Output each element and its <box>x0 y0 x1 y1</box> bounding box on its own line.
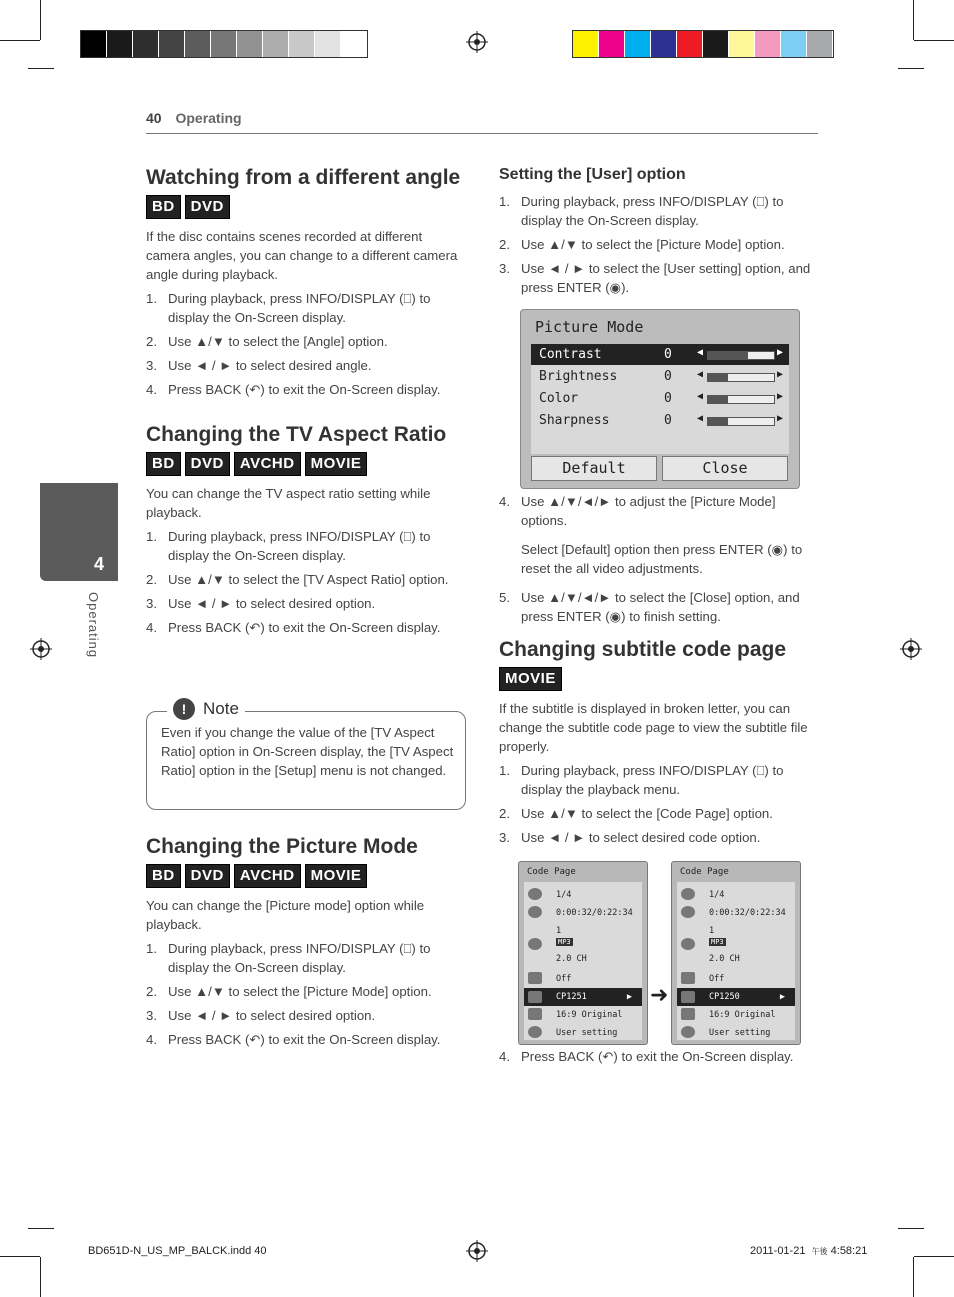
note-text: Even if you change the value of the [TV Aspect Ratio] option in On-Screen display, the [TV Aspect Ratio] option in the [Setup] menu is not changed. <box>161 725 454 778</box>
list-item: 4. Press BACK (↶) to exit the On-Screen display. <box>499 1049 794 1064</box>
color-swatch <box>341 31 367 57</box>
disc-icon <box>528 888 542 900</box>
angle-heading: Watching from a different angle <box>146 166 461 189</box>
setting-row[interactable]: Brightness 0 ◀ ▶ <box>539 369 784 384</box>
user-heading: Setting the [User] option <box>499 166 686 183</box>
aspect-heading: Changing the TV Aspect Ratio <box>146 423 447 446</box>
color-swatch <box>263 31 289 57</box>
user-section <box>499 166 817 302</box>
grayscale-color-bar <box>80 30 368 58</box>
subtitle-icon <box>681 972 695 984</box>
list-item: 2. Use ▲/▼ to select the [TV Aspect Ratio] option. <box>146 572 449 587</box>
arrow-left-icon[interactable]: ◀ <box>697 369 704 380</box>
process-color-bar <box>572 30 834 58</box>
list-item: 3. Use ◄ / ► to select desired option. <box>146 596 376 611</box>
crop-mark <box>898 1228 924 1229</box>
list-item: 1. During playback, press INFO/DISPLAY (⎕) to display the On-Screen display. <box>146 291 431 325</box>
subtitle-intro: If the subtitle is displayed in broken letter, you can change the subtitle code page to view the subtitle file properly. <box>499 701 808 754</box>
color-swatch <box>185 31 211 57</box>
list-item: 2. Use ▲/▼ to select the [Picture Mode] option. <box>146 984 432 999</box>
picture-icon <box>681 1026 695 1038</box>
disc-badge: DVD <box>185 864 230 888</box>
crop-mark <box>0 40 40 41</box>
screen-title: Picture Mode <box>535 318 644 336</box>
list-item: 1. During playback, press INFO/DISPLAY (⎕) to display the On-Screen display. <box>499 194 784 228</box>
list-item: 3. Use ◄ / ► to select the [User setting] option, and press ENTER (◉). <box>499 261 811 295</box>
arrow-left-icon[interactable]: ◀ <box>697 347 704 358</box>
list-item: 4. Use ▲/▼/◄/► to adjust the [Picture Mode] options. <box>499 494 776 528</box>
list-item: 2. Use ▲/▼ to select the [Angle] option. <box>146 334 388 349</box>
aspect-badges <box>146 452 464 476</box>
color-swatch <box>807 31 833 57</box>
setting-row[interactable]: Sharpness 0 ◀ ▶ <box>539 413 784 428</box>
registration-mark-icon <box>466 1240 488 1262</box>
disc-badge: AVCHD <box>234 452 301 476</box>
subtitle-icon <box>528 972 542 984</box>
crop-mark <box>898 68 924 69</box>
angle-intro: If the disc contains scenes recorded at different camera angles, you can change to a different camera angle during playback. <box>146 229 458 282</box>
list-item: 3. Use ◄ / ► to select desired code option. <box>499 830 761 845</box>
color-swatch <box>133 31 159 57</box>
footer-file: BD651D-N_US_MP_BALCK.indd 40 <box>88 1245 267 1257</box>
disc-badge: MOVIE <box>499 667 562 691</box>
setting-row[interactable]: Color 0 ◀ ▶ <box>539 391 784 406</box>
arrow-left-icon[interactable]: ◀ <box>697 391 704 402</box>
crop-mark <box>913 0 914 40</box>
clock-icon <box>528 906 542 918</box>
clock-icon <box>681 906 695 918</box>
color-swatch <box>781 31 807 57</box>
arrow-right-icon[interactable]: ▶ <box>777 347 784 358</box>
color-swatch <box>651 31 677 57</box>
aspect-icon <box>681 1008 695 1020</box>
code-page-icon <box>528 991 542 1003</box>
exclamation-icon: ! <box>173 698 195 720</box>
page-header <box>146 110 242 126</box>
color-swatch <box>703 31 729 57</box>
crop-mark <box>28 68 54 69</box>
list-item: 4. Press BACK (↶) to exit the On-Screen display. <box>146 1032 441 1047</box>
color-swatch <box>625 31 651 57</box>
arrow-right-icon[interactable]: ▶ <box>777 413 784 424</box>
section-name: Operating <box>175 110 242 126</box>
audio-icon <box>681 938 695 950</box>
code-page-screen-after: Code Page 1/4 0:00:32/0:22:34 1 MP3 2.0 CH Off CP1250 ▶ 16:9 Original User setting <box>671 861 801 1045</box>
crop-mark <box>40 0 41 40</box>
list-item: 3. Use ◄ / ► to select desired angle. <box>146 358 372 373</box>
subtitle-heading: Changing subtitle code page <box>499 638 787 661</box>
disc-badge: AVCHD <box>234 864 301 888</box>
picture-badges <box>146 864 464 888</box>
color-swatch <box>81 31 107 57</box>
color-swatch <box>159 31 185 57</box>
list-item: 2. Use ▲/▼ to select the [Code Page] option. <box>499 806 773 821</box>
crop-mark <box>914 40 954 41</box>
list-item: 1. During playback, press INFO/DISPLAY (⎕) to display the On-Screen display. <box>146 941 431 975</box>
list-item: 3. Use ◄ / ► to select desired option. <box>146 1008 376 1023</box>
default-button[interactable]: Default <box>531 456 657 481</box>
disc-badge: DVD <box>185 195 230 219</box>
note-title: ! Note <box>167 698 245 720</box>
list-item: Select [Default] option then press ENTER (◉) to reset the all video adjustments. <box>521 542 803 576</box>
color-swatch <box>573 31 599 57</box>
note-box <box>146 699 466 810</box>
chapter-label: Operating <box>86 592 101 659</box>
registration-mark-icon <box>900 638 922 660</box>
color-swatch <box>107 31 133 57</box>
crop-mark <box>913 1257 914 1297</box>
header-rule <box>146 133 818 134</box>
disc-badge: MOVIE <box>305 452 368 476</box>
crop-mark <box>40 1257 41 1297</box>
left-column <box>146 164 464 642</box>
disc-badge: MOVIE <box>305 864 368 888</box>
disc-badge: DVD <box>185 452 230 476</box>
picture-mode-screen <box>520 309 800 489</box>
footer-date: 2011-01-21 午後 4:58:21 <box>750 1245 868 1257</box>
color-swatch <box>599 31 625 57</box>
arrow-right-icon[interactable]: ▶ <box>777 391 784 402</box>
aspect-steps <box>146 527 464 637</box>
arrow-right-icon[interactable]: ▶ <box>777 369 784 380</box>
color-swatch <box>729 31 755 57</box>
code-page-icon <box>681 991 695 1003</box>
subtitle-badges <box>499 667 817 691</box>
registration-mark-icon <box>30 638 52 660</box>
list-item: 5. Use ▲/▼/◄/► to select the [Close] option, and press ENTER (◉) to finish setting. <box>499 590 800 624</box>
disc-badge: BD <box>146 452 181 476</box>
aspect-intro: You can change the TV aspect ratio setting while playback. <box>146 486 431 520</box>
picture-intro: You can change the [Picture mode] option while playback. <box>146 898 425 932</box>
picture-steps <box>146 939 464 1049</box>
disc-badge: BD <box>146 864 181 888</box>
chapter-number: 4 <box>93 554 104 574</box>
list-item: 1. During playback, press INFO/DISPLAY (⎕) to display the On-Screen display. <box>146 529 431 563</box>
picture-heading: Changing the Picture Mode <box>146 835 418 858</box>
subtitle-steps <box>499 761 817 847</box>
page-number: 40 <box>146 110 162 126</box>
chapter-tab <box>40 483 118 581</box>
settings-panel <box>531 344 789 454</box>
setting-row[interactable]: Contrast 0 ◀ ▶ <box>531 344 789 365</box>
color-swatch <box>677 31 703 57</box>
code-page-screen-before: Code Page 1/4 0:00:32/0:22:34 1 MP3 2.0 CH Off CP1251 ▶ 16:9 Original User setting <box>518 861 648 1045</box>
color-swatch <box>237 31 263 57</box>
list-item: 2. Use ▲/▼ to select the [Picture Mode] option. <box>499 237 785 252</box>
color-swatch <box>315 31 341 57</box>
registration-mark-icon <box>466 31 488 53</box>
color-swatch <box>211 31 237 57</box>
close-button[interactable]: Close <box>662 456 788 481</box>
disc-badge: BD <box>146 195 181 219</box>
arrow-left-icon[interactable]: ◀ <box>697 413 704 424</box>
angle-steps <box>146 289 464 399</box>
list-item: 1. During playback, press INFO/DISPLAY (⎕) to display the playback menu. <box>499 763 784 797</box>
disc-icon <box>681 888 695 900</box>
aspect-icon <box>528 1008 542 1020</box>
audio-icon <box>528 938 542 950</box>
list-item: 4. Press BACK (↶) to exit the On-Screen display. <box>146 620 441 635</box>
color-swatch <box>755 31 781 57</box>
user-steps <box>499 192 817 297</box>
crop-mark <box>0 1256 40 1257</box>
picture-section <box>146 833 464 1054</box>
list-item: 4. Press BACK (↶) to exit the On-Screen display. <box>146 382 441 397</box>
user-steps-continued <box>499 492 817 631</box>
subtitle-step4 <box>499 1047 817 1071</box>
crop-mark <box>914 1256 954 1257</box>
subtitle-section <box>499 636 817 852</box>
crop-mark <box>28 1228 54 1229</box>
arrow-right-icon: ➜ <box>650 982 669 1007</box>
picture-icon <box>528 1026 542 1038</box>
color-swatch <box>289 31 315 57</box>
angle-badges <box>146 195 464 219</box>
